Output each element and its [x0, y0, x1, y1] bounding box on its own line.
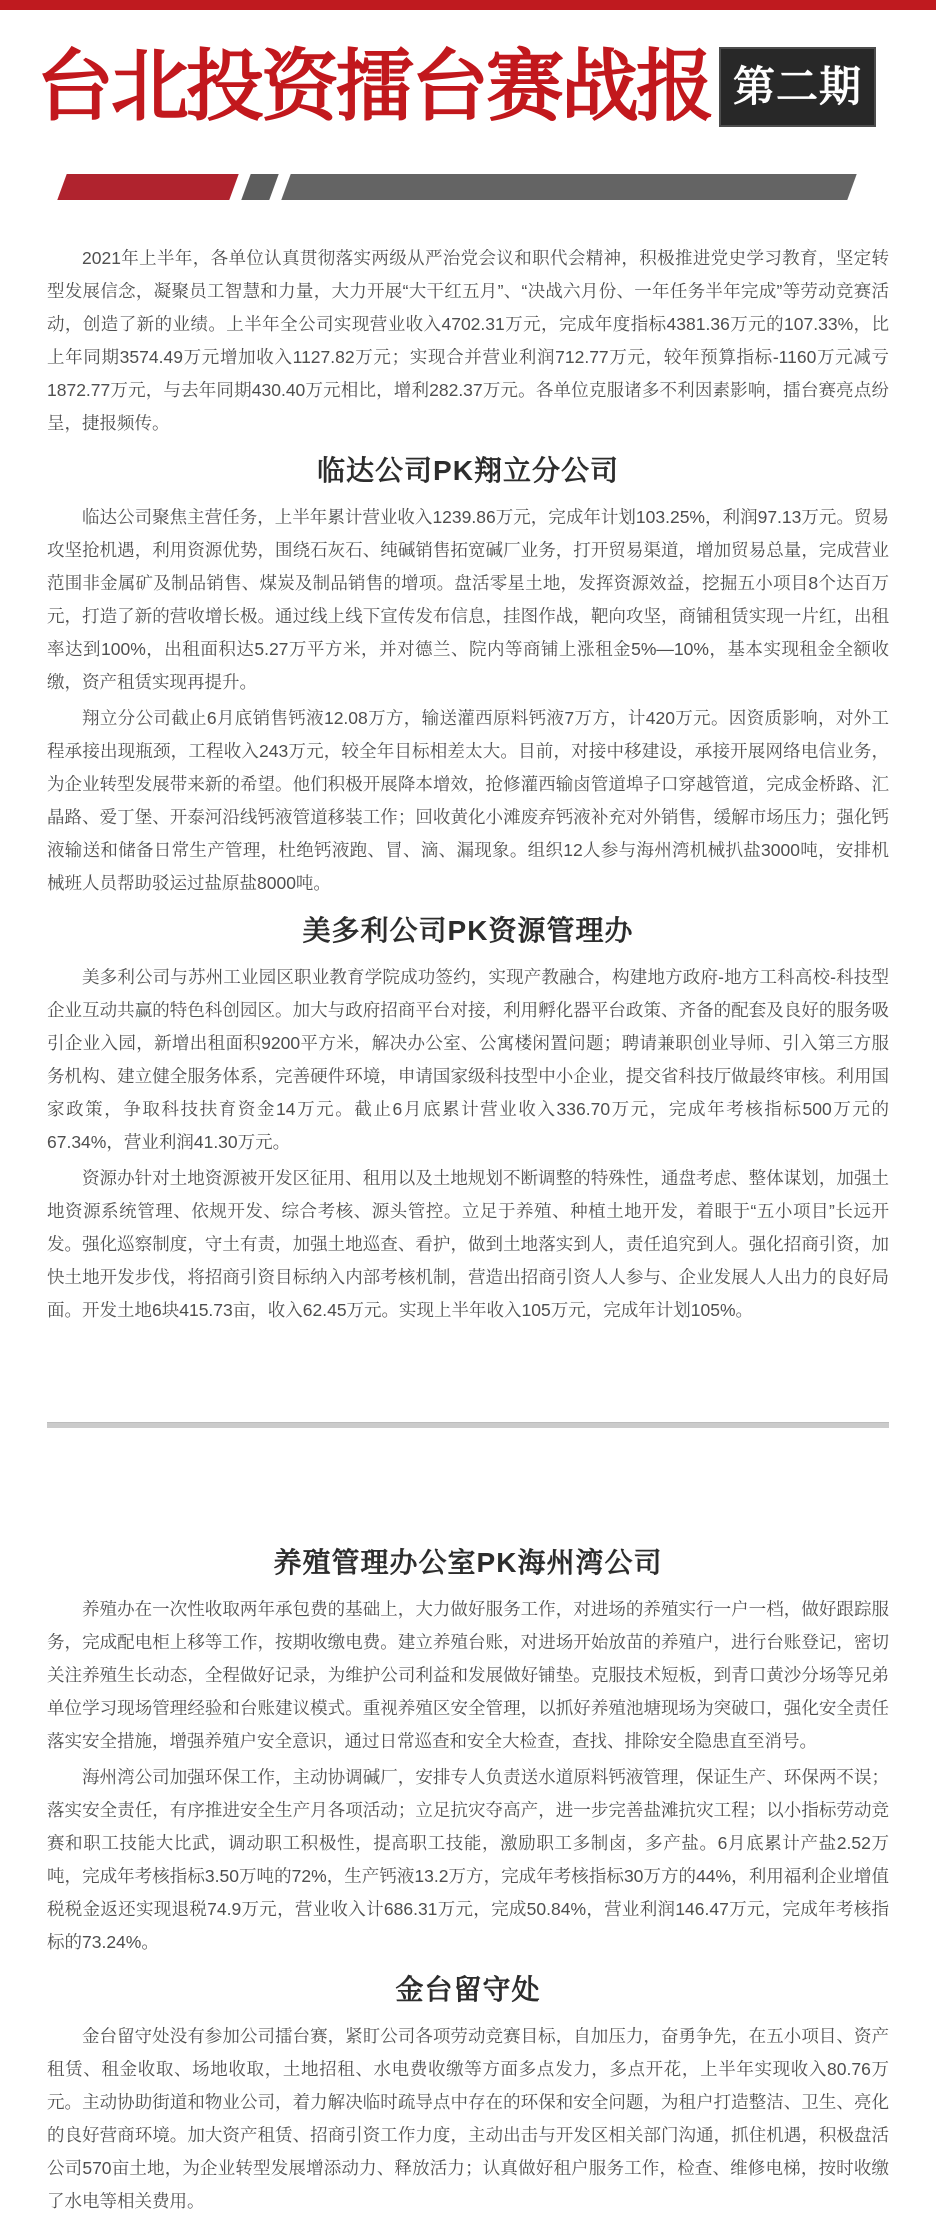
section3-paragraph-1: 养殖办在一次性收取两年承包费的基础上，大力做好服务工作，对进场的养殖实行一户一档，做好跟踪服务，完成配电柜上移等工作，按期收缴电费。建立养殖台账，对进场开始放苗的养殖户，进行台账登记，密切关注养殖生长动态，全程做好记录，为维护公司利益和发展做好铺垫。克服技术短板，到青口黄沙分场等兄弟单位学习现场管理经验和台账建议模式。重视养殖区安全管理，以抓好养殖池塘现场为突破口，强化安全责任落实安全措施，增强养殖户安全意识，通过日常巡查和安全大检查，查找、排除安全隐患直至消号。: [47, 1598, 889, 1751]
section-heading-linda-vs-xiangli: 临达公司PK翔立分公司: [317, 454, 619, 486]
decorative-stripes: [62, 174, 936, 200]
section-heading-meiduoli-vs-ziyuan: 美多利公司PK资源管理办: [302, 914, 634, 946]
section2-paragraph-1: 美多利公司与苏州工业园区职业教育学院成功签约，实现产教融合，构建地方政府-地方工科高校-科技型企业互动共赢的特色科创园区。加大与政府招商平台对接，利用孵化器平台政策、齐备的配套及良好的服务吸引企业入园，新增出租面积9200平方米，解决办公室、公寓楼闲置问题；聘请兼职创业导师、引入第三方服务机构、建立健全服务体系，完善硬件环境，申请国家级科技型中小企业，提交省科技厅做最终审核。利用国家政策，争取科技扶育资金14万元。截止6月底累计营业收入336.70万元，完成年考核指标500万元的67.34%，营业利润41.30万元。: [47, 966, 889, 1152]
section-heading-yangzhi-vs-haizhouwan: 养殖管理办公室PK海州湾公司: [273, 1546, 663, 1578]
section2-paragraph-2: 资源办针对土地资源被开发区征用、租用以及土地规划不断调整的特殊性，通盘考虑、整体谋划，加强土地资源系统管理、依规开发、综合考核、源头管控。立足于养殖、种植土地开发，着眼于“五小项目”长远开发。强化巡察制度，守土有责，加强土地巡查、看护，做到土地落实到人，责任追究到人。强化招商引资，加快土地开发步伐，将招商引资目标纳入内部考核机制，营造出招商引资人人参与、企业发展人人出力的良好局面。开发土地6块415.73亩，收入62.45万元。实现上半年收入105万元，完成年计划105%。: [47, 1167, 889, 1320]
top-red-bar: [0, 0, 936, 10]
section-heading-jintai: 金台留守处: [395, 1973, 541, 2005]
stripe-dark-small: [241, 174, 278, 200]
masthead: [36, 42, 936, 130]
section1-paragraph-2: 翔立分公司截止6月底销售钙液12.08万方，输送灌西原料钙液7万方，计420万元。因资质影响，对外工程承接出现瓶颈，工程收入243万元，较全年目标相差太大。目前，对接中移建设，承接开展网络电信业务，为企业转型发展带来新的希望。他们积极开展降本增效，抢修灌西输卤管道埠子口穿越管道，完成金桥路、汇晶路、爱丁堡、开泰河沿线钙液管道移装工作；回收黄化小滩废弃钙液补充对外销售，缓解市场压力；强化钙液输送和储备日常生产管理，杜绝钙液跑、冒、滴、漏现象。组织12人参与海州湾机械扒盐3000吨，安排机械班人员帮助驳运过盐原盐8000吨。: [47, 707, 889, 893]
section1-paragraph-1: 临达公司聚焦主营任务，上半年累计营业收入1239.86万元，完成年计划103.25%，利润97.13万元。贸易攻坚抢机遇，利用资源优势，围绕石灰石、纯碱销售拓宽碱厂业务，打开贸易渠道，增加贸易总量，完成营业范围非金属矿及制品销售、煤炭及制品销售的增项。盘活零星土地，发挥资源效益，挖掘五小项目8个达百万元，打造了新的营收增长极。通过线上线下宣传发布信息，挂图作战，靶向攻坚，商铺租赁实现一片红，出租率达到100%，出租面积达5.27万平方米，并对德兰、院内等商铺上涨租金5%—10%，基本实现租金全额收缴，资产租赁实现再提升。: [47, 506, 889, 692]
section-divider: [47, 1422, 889, 1428]
stripe-gray-long: [281, 174, 856, 200]
newsletter-title: 台北投资擂台赛战报: [36, 42, 712, 130]
article-content: [47, 242, 889, 2218]
intro-paragraph: 2021年上半年，各单位认真贯彻落实两级从严治党会议和职代会精神，积极推进党史学习教育，坚定转型发展信念，凝聚员工智慧和力量，大力开展“大干红五月”、“决战六月份、一年任务半年完成”等劳动竞赛活动，创造了新的业绩。上半年全公司实现营业收入4702.31万元，完成年度指标4381.36万元的107.33%，比上年同期3574.49万元增加收入1127.82万元；实现合并营业利润712.77万元，较年预算指标-1160万元减亏1872.77万元，与去年同期430.40万元相比，增利282.37万元。各单位克服诸多不利因素影响，擂台赛亮点纷呈，捷报频传。: [47, 247, 889, 433]
issue-badge: 第二期: [719, 47, 876, 127]
section4-paragraph-1: 金台留守处没有参加公司擂台赛，紧盯公司各项劳动竞赛目标，自加压力，奋勇争先，在五小项目、资产租赁、租金收取、场地收取，土地招租、水电费收缴等方面多点发力，多点开花，上半年实现收入80.76万元。主动协助街道和物业公司，着力解决临时疏导点中存在的环保和安全问题，为租户打造整洁、卫生、亮化的良好营商环境。加大资产租赁、招商引资工作力度，主动出击与开发区相关部门沟通，抓住机遇，积极盘活公司570亩土地，为企业转型发展增添动力、释放活力；认真做好租户服务工作，检查、维修电梯，按时收缴了水电等相关费用。: [47, 2025, 889, 2211]
section3-paragraph-2: 海州湾公司加强环保工作，主动协调碱厂，安排专人负责送水道原料钙液管理，保证生产、环保两不误；落实安全责任，有序推进安全生产月各项活动；立足抗灾夺高产，进一步完善盐滩抗灾工程；以小指标劳动竞赛和职工技能大比武，调动职工积极性，提高职工技能，激励职工多制卤，多产盐。6月底累计产盐2.52万吨，完成年考核指标3.50万吨的72%，生产钙液13.2万方，完成年考核指标30万方的44%，利用福利企业增值税税金返还实现退税74.9万元，营业收入计686.31万元，完成50.84%，营业利润146.47万元，完成年考核指标的73.24%。: [47, 1766, 889, 1952]
stripe-red: [57, 174, 238, 200]
